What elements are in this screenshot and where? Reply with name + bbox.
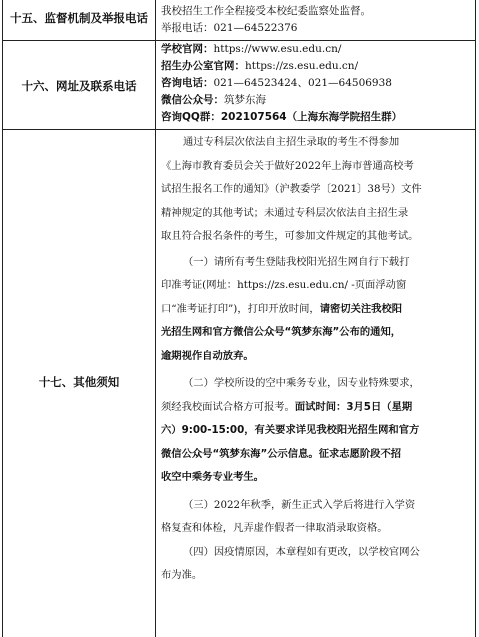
admission-website-link[interactable]: https://zs.esu.edu.cn/: [245, 60, 359, 72]
wechat-line: 微信公众号：筑梦东海: [161, 94, 266, 106]
section-15-row: [3, 0, 475, 41]
admission-info-table: [2, 0, 476, 637]
supervision-text: 我校招生工作全程接受本校纪委监察处监督。: [161, 5, 371, 17]
section-16-label: 十六、网址及联系电话: [21, 79, 137, 93]
paragraph-exam-rules: 通过专科层次依法自主招生录取的考生不得参加 《上海市教育委员会关于做好2022年上海市普通高校考 试招生报名工作的通知》（沪教委学〔2021〕38号）文件 精神规定的其他考试；未通过专科层次依法自主招生录 取且符合报名条件的考生，可参加文件规定的其他考试。: [161, 136, 422, 242]
paragraph-admission-ticket: （一）请所有考生登陆我校阳光招生网自行下载打 印准考证(网址：https://zs.esu.edu.cn/ -页面浮动窗 口“准考证打印”)，打印开放时间，请密切关注我校阳 光招生网和官方微信公众号“筑梦东海”公布的通知， 逾期视作自动放弃。: [161, 255, 410, 362]
section-15-label: 十五、监督机制及举报电话: [10, 11, 148, 25]
qq-group-line: 咨询QQ群：202107564（上海东海学院招生群）: [161, 111, 403, 123]
school-website-link[interactable]: https://www.esu.edu.cn/: [213, 43, 342, 55]
section-15-content: [161, 3, 473, 37]
section-16-content: [161, 41, 473, 126]
paragraph-flight-attendant: （二）学校所设的空中乘务专业，因专业特殊要求， 须经我校面试合格方可报考。面试时间：3月5日（星期 六）9:00-15:00，有关要求详见我校阳光招生网和官方 微信公众号“筑梦东海”公示信息。征求志愿阶段不招 收空中乘务专业考生。: [161, 377, 420, 483]
admission-website-line: 招生办公室官网：https://zs.esu.edu.cn/: [161, 60, 359, 72]
consult-phone-line: 咨询电话：021—64523424、021—64506938: [161, 77, 392, 89]
school-website-line: 学校官网：https://www.esu.edu.cn/: [161, 43, 342, 55]
section-16-row: [3, 41, 475, 130]
report-phone: 举报电话：021—64522376: [161, 22, 298, 34]
paragraph-pandemic-notice: （四）因疫情原因，本章程如有更改，以学校官网公 布为准。: [161, 545, 420, 581]
section-17-row: [3, 130, 475, 637]
paragraph-enrollment-check: （三）2022年秋季，新生正式入学后将进行入学资 格复查和体检，凡弄虚作假者一律取消录取资格。: [161, 498, 416, 534]
section-17-content: [161, 131, 473, 588]
section-17-label: 十七、其他须知: [38, 375, 120, 389]
